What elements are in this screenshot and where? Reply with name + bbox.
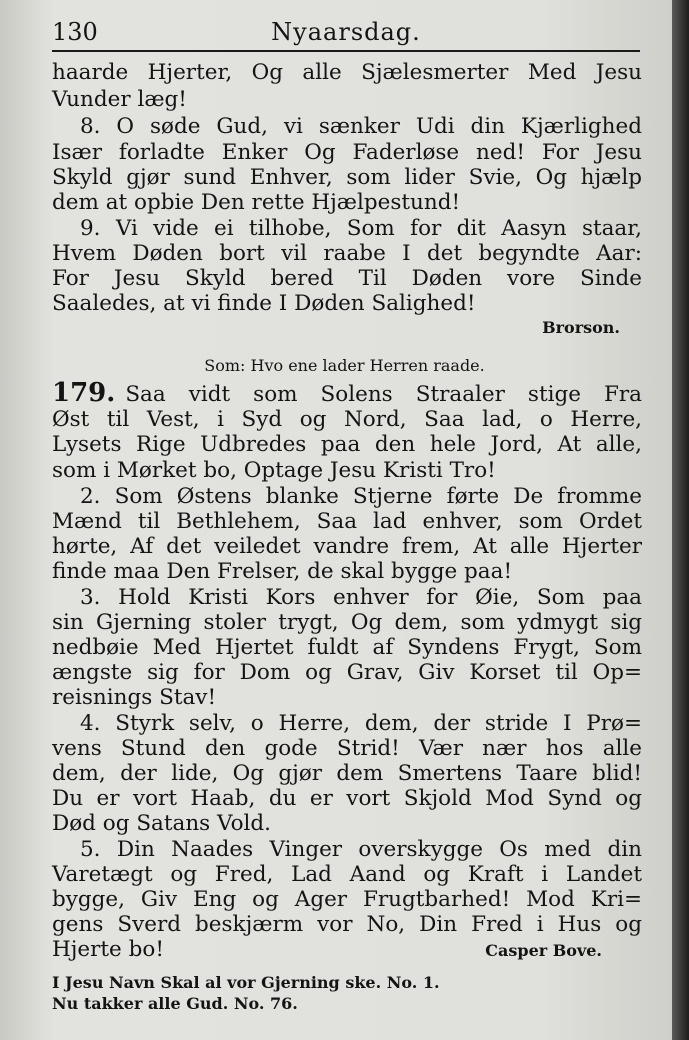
tune-reference: Som: Hvo ene lader Herren raade.: [204, 356, 485, 375]
text-line: nedbøie Med Hjertet fuldt af Syndens Frygt, Som: [52, 635, 642, 660]
text-line: Vunder læg!: [52, 87, 187, 112]
text-line: reisnings Stav!: [52, 685, 217, 710]
running-title: Nyaarsdag.: [271, 18, 421, 46]
verse-start-line: 2. Som Østens blanke Stjerne førte De fromme: [80, 484, 642, 509]
verse-start-line: 4. Styrk selv, o Herre, dem, der stride I Prø=: [80, 711, 642, 736]
text-line: dem, der lide, Og gjør dem Smertens Taare blid!: [52, 761, 642, 786]
hymn-author: Casper Bove.: [485, 941, 602, 960]
text-line: Hjerte bo!: [52, 937, 164, 962]
text-line: For Jesu Skyld bered Til Døden vore Sinde: [52, 266, 642, 291]
book-spine-edge: [672, 0, 689, 1040]
page-number: 130: [52, 18, 98, 46]
hymn-first-line: [52, 378, 642, 408]
text-line: Hvem Døden bort vil raabe I det begyndte Aar:: [52, 241, 642, 266]
footnote: I Jesu Navn Skal al vor Gjerning ske. No. 1.: [52, 973, 440, 992]
text-line: bygge, Giv Eng og Ager Frugtbarhed! Mod Kri=: [52, 887, 642, 912]
text-line: hørte, Af det veiledet vandre frem, At alle Hjerter: [52, 534, 642, 559]
verse-start-line: 5. Din Naades Vinger overskygge Os med din: [80, 837, 642, 862]
text-line: gens Sverd beskjærm vor No, Din Fred i Hus og: [52, 912, 642, 937]
text-line: ængste sig for Dom og Grav, Giv Korset til Op=: [52, 660, 642, 685]
header-rule: [52, 50, 640, 52]
text-line: Saaledes, at vi finde I Døden Salighed!: [52, 291, 476, 316]
verse-start-line: 8. O søde Gud, vi sænker Udi din Kjærlighed: [80, 114, 642, 139]
text-line: finde maa Den Frelser, de skal bygge paa!: [52, 559, 513, 584]
text-line: som i Mørket bo, Optage Jesu Kristi Tro!: [52, 458, 496, 483]
hymn-author: Brorson.: [542, 318, 620, 337]
footnote: Nu takker alle Gud. No. 76.: [52, 994, 298, 1013]
text-line: Øst til Vest, i Syd og Nord, Saa lad, o Herre,: [52, 407, 642, 432]
page-header: [52, 16, 640, 50]
verse-start-line: 3. Hold Kristi Kors enhver for Øie, Som paa: [80, 585, 642, 610]
hymn-number: 179.: [52, 378, 116, 408]
text-line: Skyld gjør sund Enhver, som lider Svie, Og hjælp: [52, 165, 642, 190]
text-line: vens Stund den gode Strid! Vær nær hos alle: [52, 736, 642, 761]
text-line: Varetægt og Fred, Lad Aand og Kraft i Landet: [52, 862, 642, 887]
hymn-first-line-text: Saa vidt som Solens Straaler stige Fra: [125, 382, 642, 407]
verse-start-line: 9. Vi vide ei tilhobe, Som for dit Aasyn staar,: [80, 216, 642, 241]
text-line: Især forladte Enker Og Faderløse ned! For Jesu: [52, 140, 642, 165]
text-line: sin Gjerning stoler trygt, Og dem, som ydmygt sig: [52, 610, 642, 635]
text-line: Lysets Rige Udbredes paa den hele Jord, At alle,: [52, 432, 642, 457]
text-line: haarde Hjerter, Og alle Sjælesmerter Med Jesu: [52, 60, 642, 85]
text-line: Død og Satans Vold.: [52, 811, 272, 836]
text-line: dem at opbie Den rette Hjælpestund!: [52, 190, 461, 215]
text-line: Mænd til Bethlehem, Saa lad enhver, som Ordet: [52, 509, 642, 534]
text-line: Du er vort Haab, du er vort Skjold Mod Synd og: [52, 786, 642, 811]
